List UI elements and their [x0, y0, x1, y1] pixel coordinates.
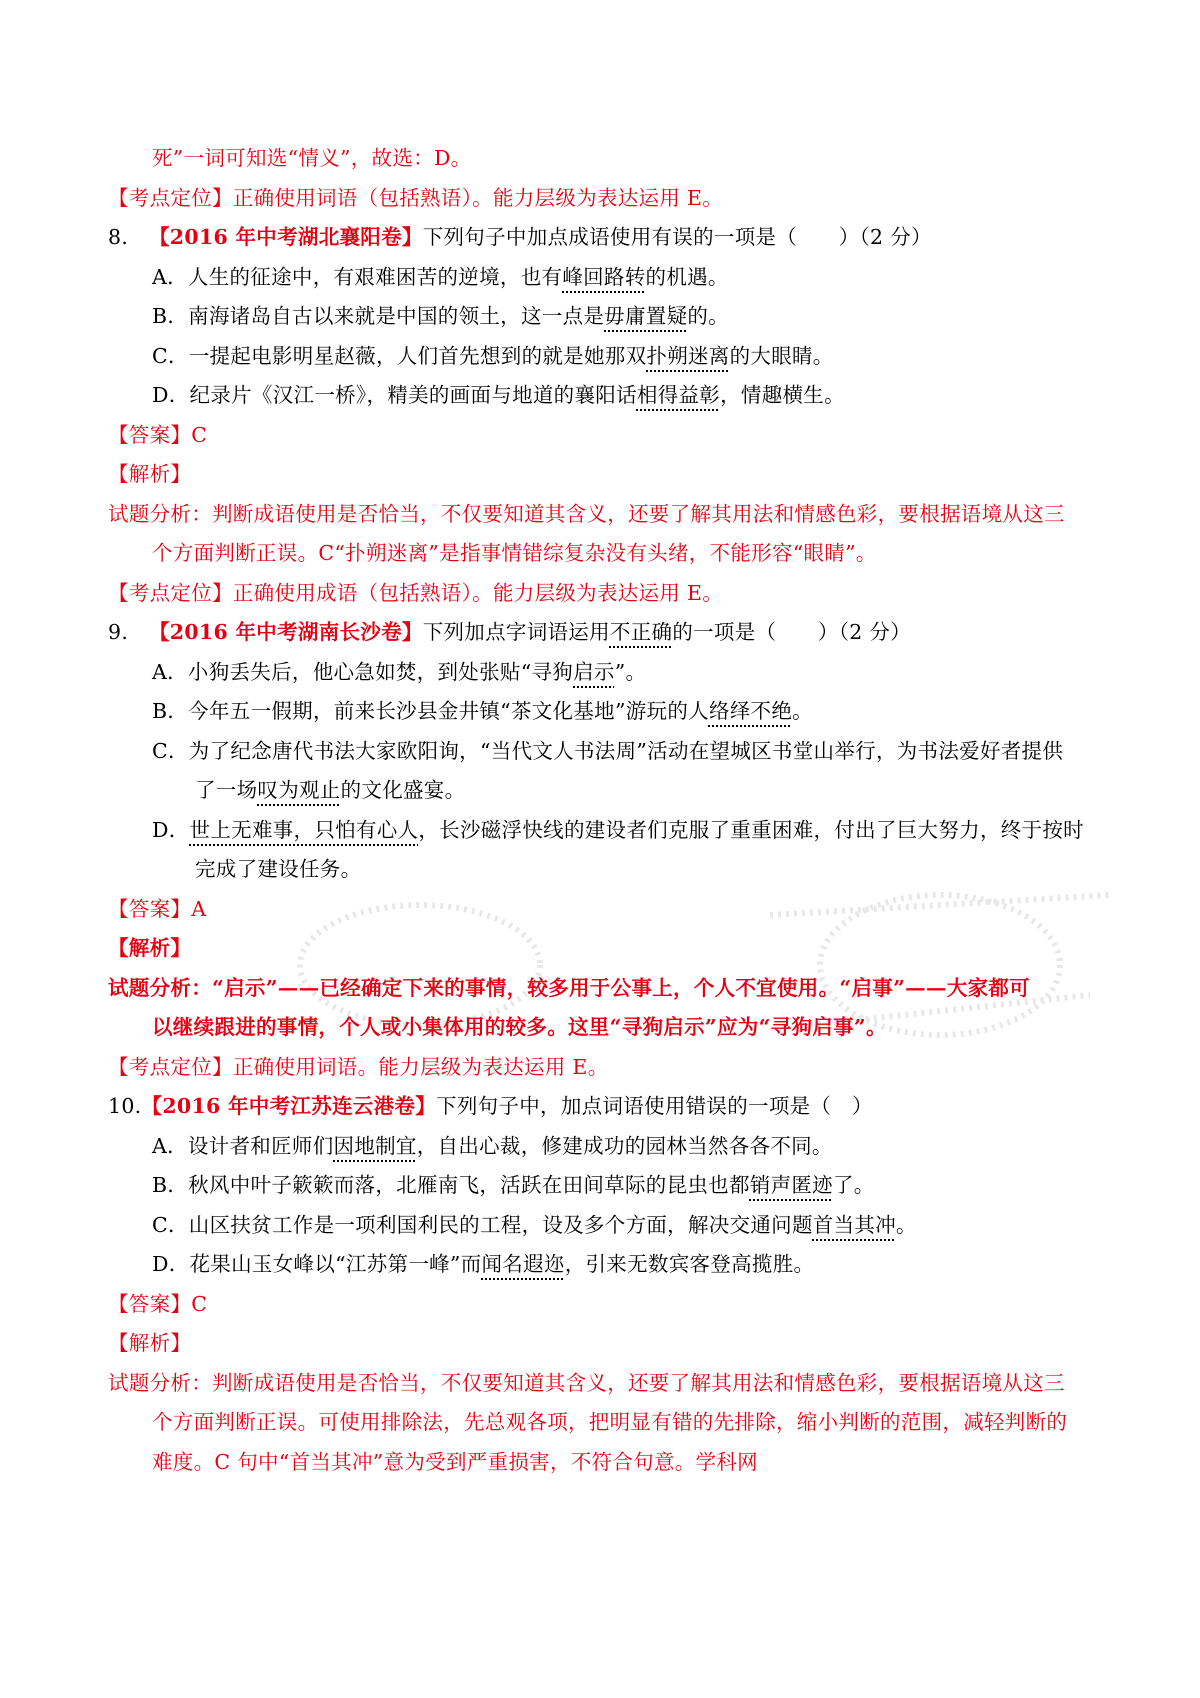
question-number: 8.: [108, 225, 129, 249]
q7-locate-line: [108, 183, 723, 213]
dotted-term: 叹为观止: [257, 778, 341, 802]
locate-text: 正确使用词语（包括熟语）。能力层级为表达运用 E。: [232, 186, 724, 210]
q10-option-d: D．花果山玉女峰以“江苏第一峰”而闻名遐迩，引来无数宾客登高揽胜。: [152, 1252, 815, 1276]
locate-tag: 【考点定位】: [108, 1055, 233, 1079]
q10-analysis-tag: 【解析】: [108, 1331, 192, 1355]
dotted-term: 不正确: [609, 620, 673, 644]
locate-tag: 【考点定位】: [108, 581, 233, 605]
q8-option-d: D．纪录片《汉江一桥》，精美的画面与地道的襄阳话相得益彰，情趣横生。: [152, 383, 845, 407]
q9-answer-line: [108, 894, 206, 924]
q9-option-d-cont: 完成了建设任务。: [195, 857, 362, 881]
answer-value: A: [191, 897, 207, 921]
q10-option-c: C．山区扶贫工作是一项利国利民的工程，设及多个方面，解决交通问题首当其冲。: [152, 1213, 917, 1237]
q10-answer-line: [108, 1289, 207, 1319]
q10-explanation-line-1: 试题分析：判断成语使用是否恰当，不仅要知道其含义，还要了解其用法和情感色彩，要根据语境从这三: [108, 1371, 1065, 1395]
question-source: 【2016 年中考湖南长沙卷】: [149, 620, 423, 644]
question-stem: 下列句子中，加点词语使用错误的一项是（ ）: [436, 1094, 873, 1118]
q8-analysis-tag: 【解析】: [108, 462, 192, 486]
question-stem: 下列句子中加点成语使用有误的一项是（ ）（2 分）: [422, 225, 932, 249]
q8-option-c: C．一提起电影明星赵薇，人们首先想到的就是她那双扑朔迷离的大眼睛。: [152, 344, 834, 368]
dotted-term: 相得益彰: [636, 383, 721, 407]
answer-tag: 【答案】: [108, 897, 192, 921]
q10-option-b: B．秋风中叶子簌簌而落，北雁南飞，活跃在田间草际的昆虫也都销声匿迹了。: [152, 1173, 875, 1197]
locate-text: 正确使用成语（包括熟语）。能力层级为表达运用 E。: [232, 581, 724, 605]
answer-value: C: [191, 423, 208, 447]
q8-stem-line: [108, 222, 932, 252]
q8-locate-line: [108, 578, 723, 608]
dotted-term: 销声匿迹: [749, 1173, 833, 1197]
q8-explanation-line-2: 个方面判断正误。C“扑朔迷离”是指事情错综复杂没有头绪，不能形容“眼睛”。: [152, 541, 877, 565]
q9-locate-line: [108, 1052, 609, 1082]
answer-tag: 【答案】: [108, 423, 192, 447]
q9-explanation-line-2: 以继续跟进的事情，个人或小集体用的较多。这里“寻狗启示”应为“寻狗启事”。: [152, 1015, 887, 1039]
dotted-term: 启示: [573, 660, 615, 684]
dotted-term: 闻名遐迩: [481, 1252, 565, 1276]
locate-tag: 【考点定位】: [108, 186, 233, 210]
dotted-term: 络绎不绝: [708, 699, 793, 723]
q9-option-c: C．为了纪念唐代书法大家欧阳询，“当代文人书法周”活动在望城区书堂山举行，为书法爱好者提供: [152, 739, 1064, 763]
q10-option-a: A．设计者和匠师们因地制宜，自出心裁，修建成功的园林当然各各不同。: [152, 1134, 833, 1158]
q7-explanation-continued: 死”一词可知选“情义”，故选：D。: [152, 146, 472, 170]
question-source: 【2016 年中考江苏连云港卷】: [141, 1094, 437, 1118]
q9-stem-line: 9. 【2016 年中考湖南长沙卷】下列加点字词语运用不正确的一项是（ ）（2 分）: [108, 620, 912, 644]
q9-explanation-line-1: 试题分析：“启示”——已经确定下来的事情，较多用于公事上，个人不宜使用。“启事”——大家都可: [108, 976, 1030, 1000]
q9-option-d: D．世上无难事，只怕有心人，长沙磁浮快线的建设者们克服了重重困难，付出了巨大努力，终于按时: [152, 818, 1084, 842]
question-source: 【2016 年中考湖北襄阳卷】: [149, 225, 423, 249]
dotted-term: 首当其冲: [812, 1213, 896, 1237]
dotted-term: 毋庸置疑: [604, 304, 688, 328]
answer-value: C: [191, 1292, 208, 1316]
q9-option-b: B．今年五一假期，前来长沙县金井镇“茶文化基地”游玩的人络绎不绝。: [152, 699, 813, 723]
dotted-term: 世上无难事，只怕有心人: [189, 818, 419, 842]
answer-tag: 【答案】: [108, 1292, 192, 1316]
dotted-term: 扑朔迷离: [646, 344, 730, 368]
q8-option-a: A．人生的征途中，有艰难困苦的逆境，也有峰回路转的机遇。: [152, 265, 729, 289]
q9-analysis-tag: 【解析】: [108, 936, 192, 960]
question-number: 9.: [108, 620, 129, 644]
q10-explanation-line-3: 难度。C 句中“首当其冲”意为受到严重损害，不符合句意。学科网: [152, 1450, 758, 1474]
q8-explanation-line-1: 试题分析：判断成语使用是否恰当，不仅要知道其含义，还要了解其用法和情感色彩，要根据语境从这三: [108, 502, 1065, 526]
q9-option-a: A．小狗丢失后，他心急如焚，到处张贴“寻狗启示”。: [152, 660, 647, 684]
q9-option-c-cont: 了一场叹为观止的文化盛宴。: [195, 778, 466, 802]
locate-text: 正确使用词语。能力层级为表达运用 E。: [232, 1055, 609, 1079]
question-number: 10.: [108, 1094, 142, 1118]
q10-stem-line: [108, 1091, 873, 1121]
q10-explanation-line-2: 个方面判断正误。可使用排除法，先总观各项，把明显有错的先排除，缩小判断的范围，减轻判断的: [152, 1410, 1068, 1434]
dotted-term: 因地制宜: [333, 1134, 417, 1158]
dotted-term: 峰回路转: [562, 265, 646, 289]
q8-option-b: B．南海诸岛自古以来就是中国的领土，这一点是毋庸置疑的。: [152, 304, 729, 328]
q8-answer-line: [108, 420, 207, 450]
